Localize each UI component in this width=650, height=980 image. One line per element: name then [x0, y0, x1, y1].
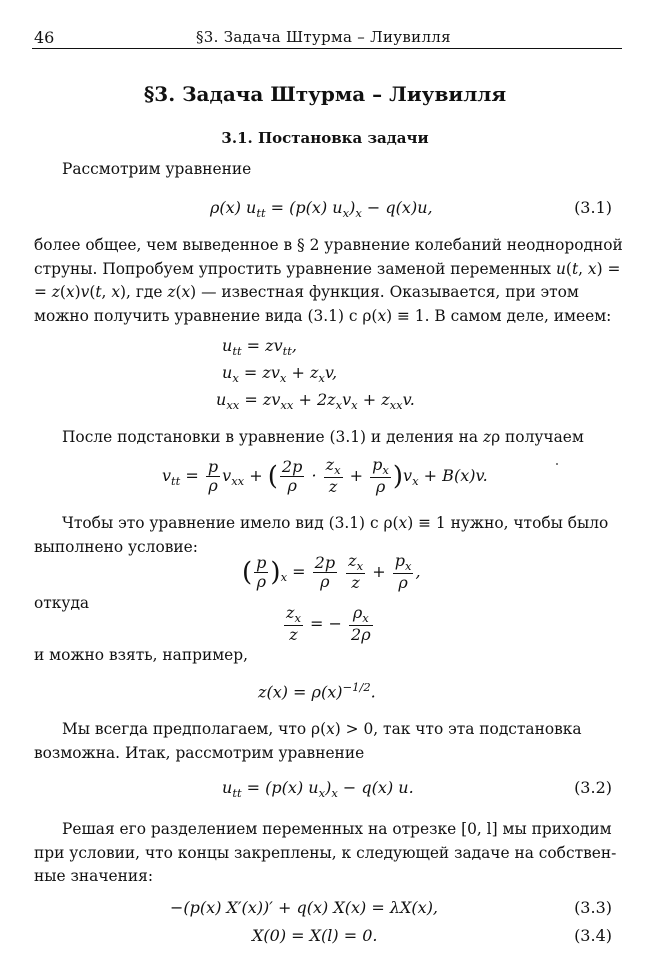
equation-3-4: X(0) = X(l) = 0.	[252, 926, 378, 945]
equation-z-solution: $z(x) = \rho(x)^{-1/2}$.	[258, 680, 376, 702]
text-line: = z(x)v(t, x), где z(x) — известная функция. Оказывается, при этом	[34, 283, 579, 302]
equation-condition: ( $\frac{p}{\rho}$ )$_x$ = $\frac{2p}{\rho}$ $\frac{z_x}{z}$ + $\frac{p_x}{\rho}$ ,	[242, 551, 421, 593]
paragraph-choose: и можно взять, например,	[34, 646, 249, 664]
section-title: §3. Задача Штурма – Лиувилля	[143, 82, 507, 106]
subsection-title: 3.1. Постановка задачи	[221, 129, 429, 147]
text-line: ные значения:	[34, 867, 154, 886]
equation-number-3-1: (3.1)	[574, 198, 612, 217]
equation-number-3-3: (3.3)	[574, 898, 612, 917]
text-line: Чтобы это уравнение имело вид (3.1) с ρ(x) ≡ 1 нужно, чтобы было	[62, 514, 609, 532]
equation-zx-over-z: $\frac{z_x}{z}$ = − $\frac{\rho_x}{2\rho}$	[286, 603, 371, 645]
page-number: 46	[34, 28, 55, 47]
print-speck	[556, 463, 558, 465]
equation-utt: $u_{tt} = zv_{tt}$,	[222, 336, 297, 359]
equation-3-2: $u_{tt} = (p(x) u_x)_x - q(x)$ u.	[222, 778, 414, 801]
text-line: выполнено условие:	[34, 537, 198, 556]
running-title: §3. Задача Штурма – Лиувилля	[196, 28, 451, 46]
paragraph-whence: откуда	[34, 594, 90, 612]
text-line: струны. Попробуем упростить уравнение заменой переменных u(t, x) =	[34, 259, 621, 278]
paragraph-assumption	[34, 718, 620, 765]
paragraph-after-substitution: После подстановки в уравнение (3.1) и деления на zρ получаем	[62, 428, 584, 446]
header-rule	[32, 48, 622, 49]
paragraph-substitution	[34, 234, 623, 328]
equation-number-3-2: (3.2)	[574, 778, 612, 797]
text-line: Решая его разделением переменных на отрезке [0, l] мы приходим	[62, 820, 612, 838]
equation-3-3: −(p(x) X′(x))′ + q(x) X(x) = λX(x),	[170, 898, 439, 917]
equation-3-1: ρ(x) $u_{tt} = (p(x) u_x)_x - q(x)u$,	[210, 198, 433, 221]
text-line: можно получить уравнение вида (3.1) с ρ(x) ≡ 1. В самом деле, имеем:	[34, 306, 612, 325]
text-line: при условии, что концы закреплены, к следующей задаче на собствен-	[34, 843, 617, 862]
paragraph-intro: Рассмотрим уравнение	[62, 160, 252, 178]
text-line: более общее, чем выведенное в § 2 уравнение колебаний неоднородной	[34, 236, 623, 254]
equation-vtt: $v_{tt}$ = $\frac{p}{\rho}$ $v_{xx}$ + ( $\frac{2p}{\rho}$ · $\frac{z_x}{z}$ + $\frac{p_x}{\rho}$ )$v_x + B(x)v$.	[162, 455, 488, 497]
equation-number-3-4: (3.4)	[574, 926, 612, 945]
paragraph-separation	[34, 818, 620, 889]
equation-ux: $u_x = zv_x + z_xv$,	[222, 363, 338, 386]
text-line: Мы всегда предполагаем, что ρ(x) > 0, так что эта подстановка	[62, 720, 582, 738]
text-line: возможна. Итак, рассмотрим уравнение	[34, 743, 365, 762]
equation-uxx: $u_{xx} = zv_{xx} + 2z_xv_x + z_{xx}v$.	[216, 390, 415, 413]
